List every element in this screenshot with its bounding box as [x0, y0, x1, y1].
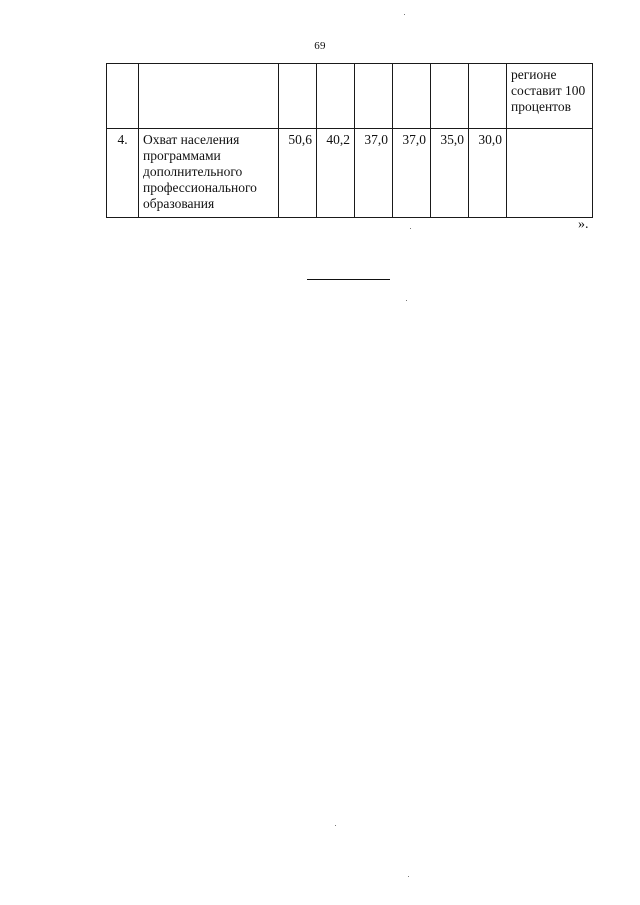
- note-line: регионе: [511, 67, 557, 82]
- scan-speck: [410, 228, 411, 229]
- indicator-name-cell: [139, 64, 279, 129]
- note-cell: [507, 129, 593, 218]
- scan-speck: [406, 300, 407, 301]
- scan-speck: [335, 825, 336, 826]
- scan-speck: [404, 14, 405, 15]
- note-cell: [507, 64, 593, 129]
- indicator-name-line: дополнительного: [143, 164, 243, 179]
- value-cell: [317, 64, 355, 129]
- scan-speck: [408, 876, 409, 877]
- indicator-name-cell: [139, 129, 279, 218]
- value-cell: 35,0: [431, 129, 469, 218]
- indicator-name-line: Охват населения: [143, 132, 240, 147]
- value-cell: [469, 64, 507, 129]
- note-line: составит 100: [511, 83, 586, 98]
- row-number-cell: 4.: [107, 129, 139, 218]
- value-cell: [355, 64, 393, 129]
- value-cell: 50,6: [279, 129, 317, 218]
- separator-line: [307, 279, 390, 280]
- value-cell: 37,0: [355, 129, 393, 218]
- indicator-name-line: программами: [143, 148, 221, 163]
- indicators-table: [106, 63, 593, 218]
- value-cell: 30,0: [469, 129, 507, 218]
- value-cell: [279, 64, 317, 129]
- table-row: [107, 129, 593, 218]
- value-cell: 40,2: [317, 129, 355, 218]
- value-cell: 37,0: [393, 129, 431, 218]
- indicator-name-line: профессионального: [143, 180, 257, 195]
- value-cell: [431, 64, 469, 129]
- row-number-cell: [107, 64, 139, 129]
- closing-quote-mark: ».: [578, 217, 589, 232]
- note-line: процентов: [511, 99, 572, 114]
- page-number: 69: [314, 40, 326, 52]
- value-cell: [393, 64, 431, 129]
- indicator-name-line: образования: [143, 196, 215, 211]
- table-row-continuation: [107, 64, 593, 129]
